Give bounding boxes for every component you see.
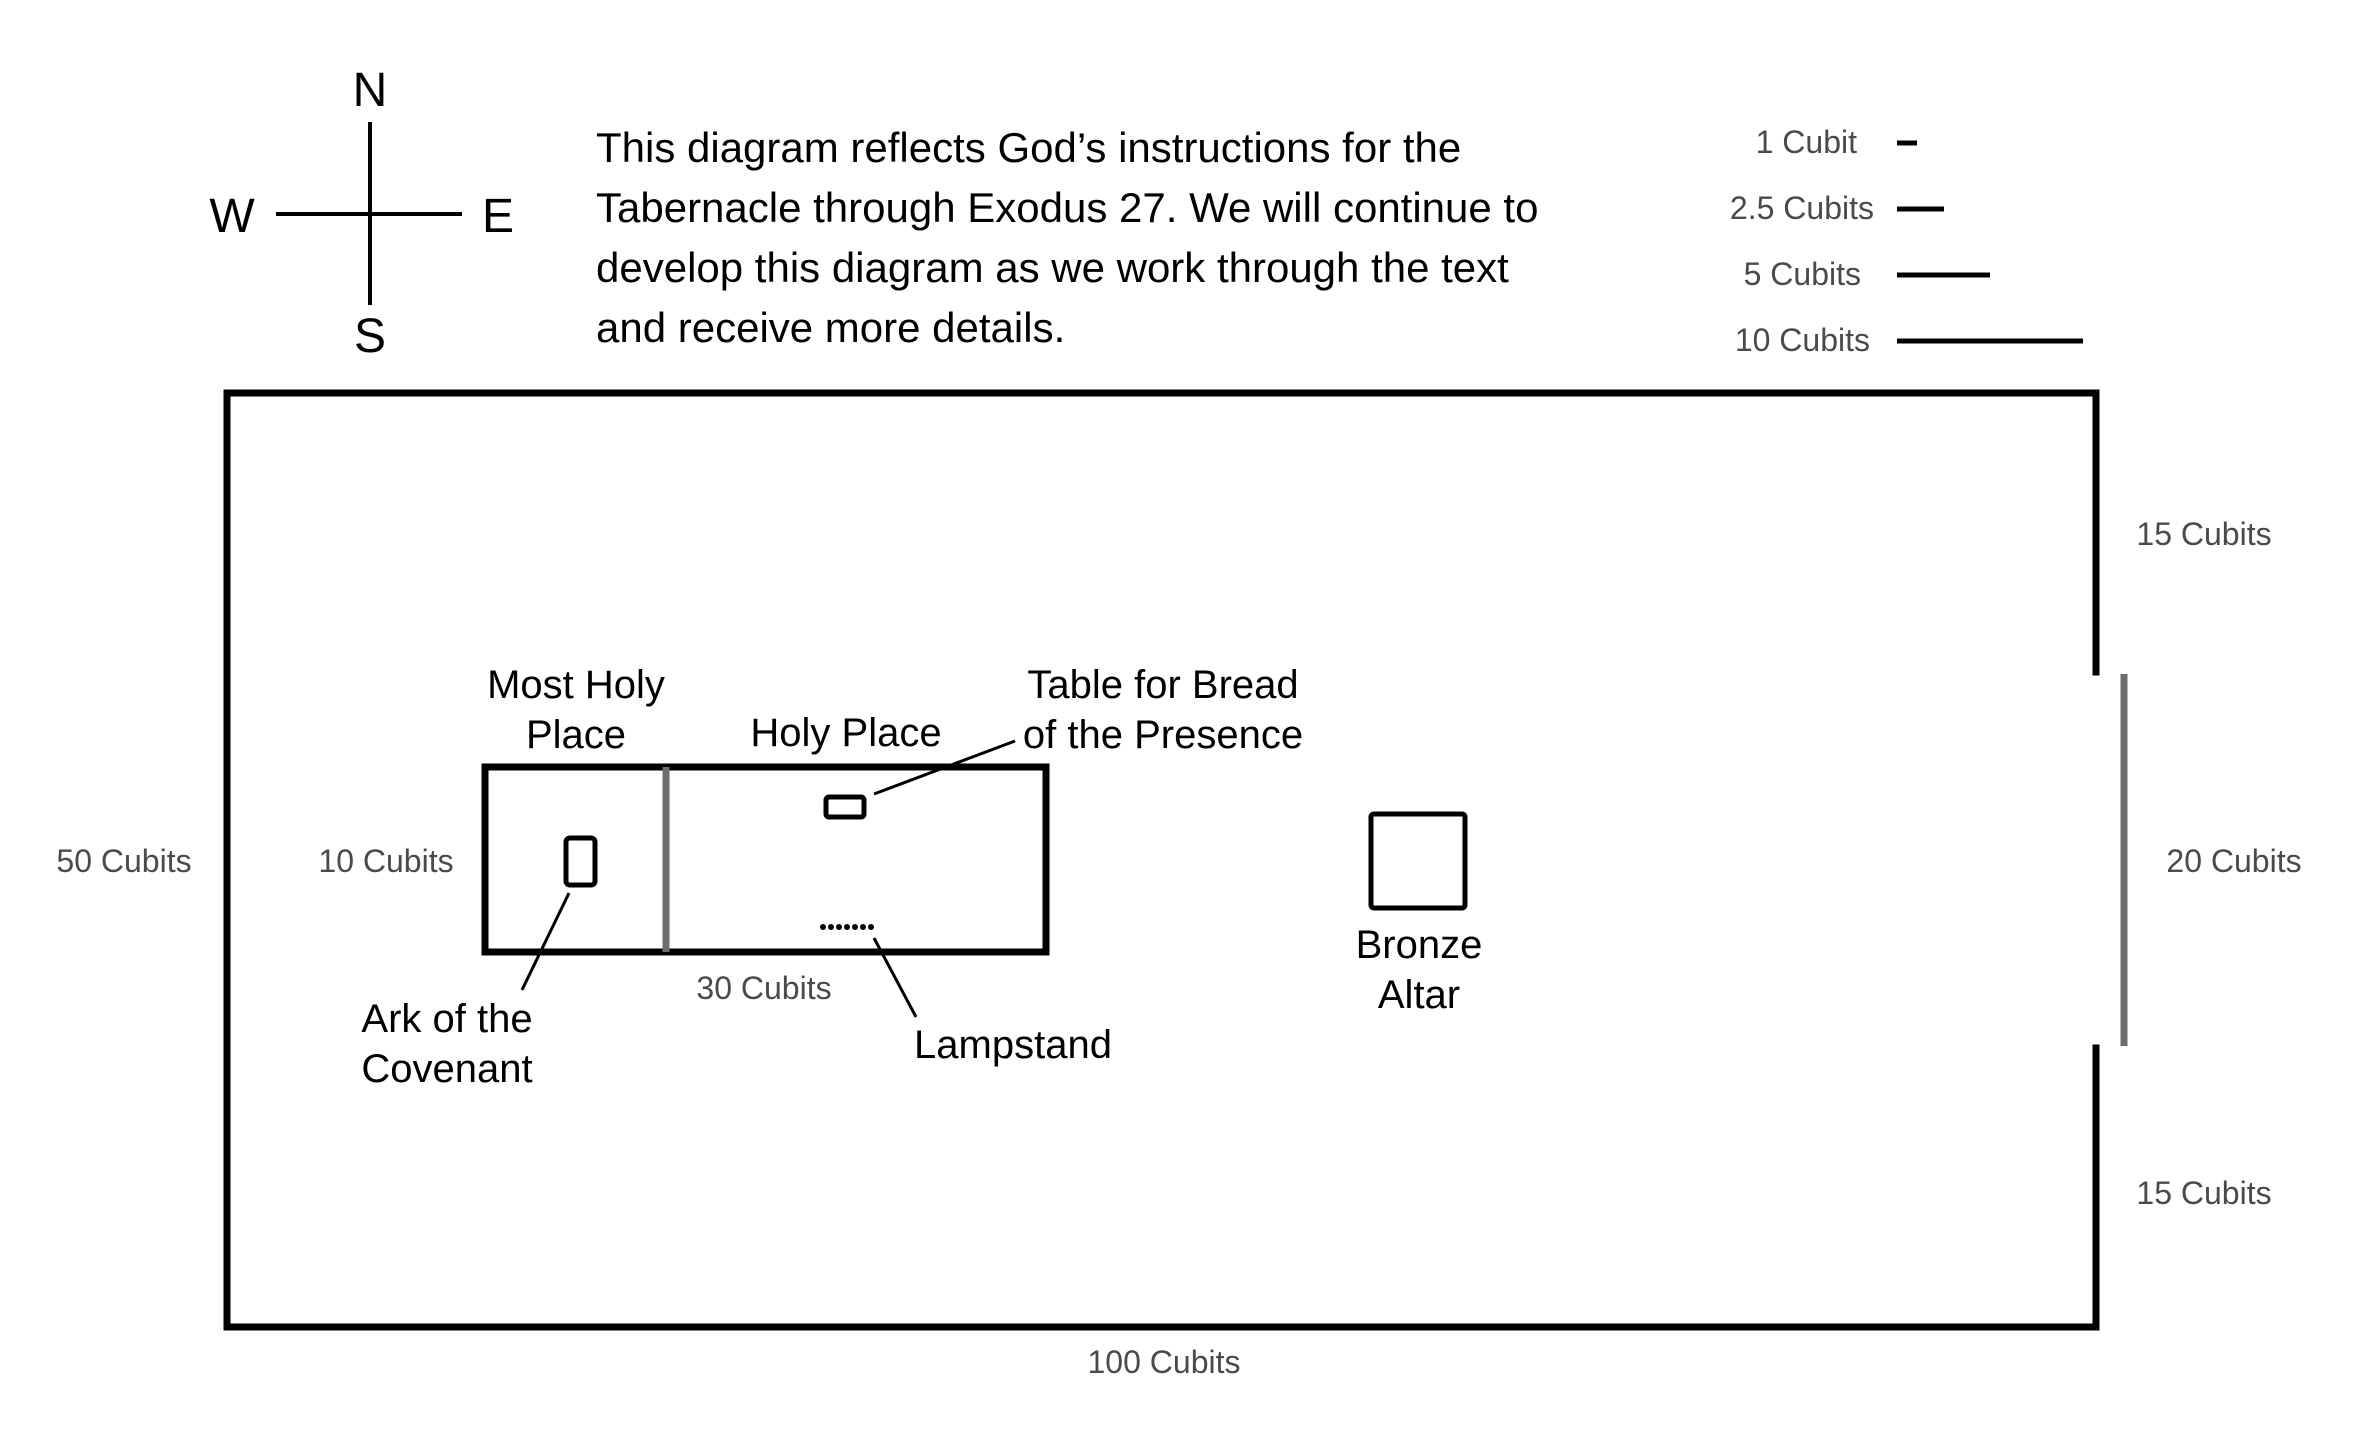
ark-label-line-2: Covenant: [361, 1047, 533, 1091]
description-line-3: develop this diagram as we work through the text: [596, 244, 1509, 291]
compass-north: N: [352, 64, 388, 117]
courtyard-width-label: 50 Cubits: [56, 843, 192, 879]
bronze-altar-label-line-2: Altar: [1377, 973, 1461, 1017]
dimension-labels: [56, 516, 2301, 1380]
compass-rose: [209, 64, 514, 363]
holy-place-label: Holy Place: [750, 711, 942, 755]
ark-leader-line: [522, 893, 569, 990]
compass-east: E: [481, 190, 515, 243]
tabernacle-length-label: 30 Cubits: [696, 970, 832, 1006]
east-wall-lower-label: 15 Cubits: [2136, 1175, 2272, 1211]
tabernacle-width-label: 10 Cubits: [318, 843, 454, 879]
table-label-line-1: Table for Bread: [1027, 663, 1299, 707]
ark-label-line-1: Ark of the: [361, 997, 533, 1041]
lampstand-label: Lampstand: [914, 1023, 1112, 1067]
courtyard: [227, 393, 2124, 1327]
description-line-2: Tabernacle through Exodus 27. We will continue to: [596, 184, 1539, 231]
scale-label-10-cubits: 10 Cubits: [1734, 322, 1870, 358]
courtyard-wall: [227, 393, 2096, 1327]
courtyard-length-label: 100 Cubits: [1087, 1344, 1241, 1380]
bronze-altar-label-line-1: Bronze: [1355, 923, 1483, 967]
compass-south: S: [353, 310, 387, 363]
scale-label-1-cubit: 1 Cubit: [1755, 124, 1857, 160]
scale-label-2-5-cubits: 2.5 Cubits: [1729, 190, 1874, 226]
ark-of-covenant-shape: [566, 838, 595, 885]
description-line-1: This diagram reflects God’s instructions for the: [596, 124, 1462, 171]
lampstand-shape: [820, 924, 874, 930]
most-holy-place-label-line-1: Most Holy: [487, 663, 665, 707]
compass-west: W: [209, 190, 255, 243]
east-wall-upper-label: 15 Cubits: [2136, 516, 2272, 552]
tabernacle: [485, 767, 1046, 952]
furniture: [566, 797, 1465, 930]
bronze-altar-shape: [1371, 814, 1465, 908]
description-line-4: and receive more details.: [596, 304, 1066, 351]
room-labels: [487, 663, 942, 757]
tabernacle-outline: [485, 767, 1046, 952]
scale-legend: [1730, 124, 2083, 358]
table-shape: [826, 797, 864, 817]
scale-label-5-cubits: 5 Cubits: [1743, 256, 1861, 292]
description-text: [596, 124, 1538, 351]
most-holy-place-label-line-2: Place: [525, 713, 627, 757]
gate-width-label: 20 Cubits: [2166, 843, 2302, 879]
table-label-line-2: of the Presence: [1022, 713, 1304, 757]
